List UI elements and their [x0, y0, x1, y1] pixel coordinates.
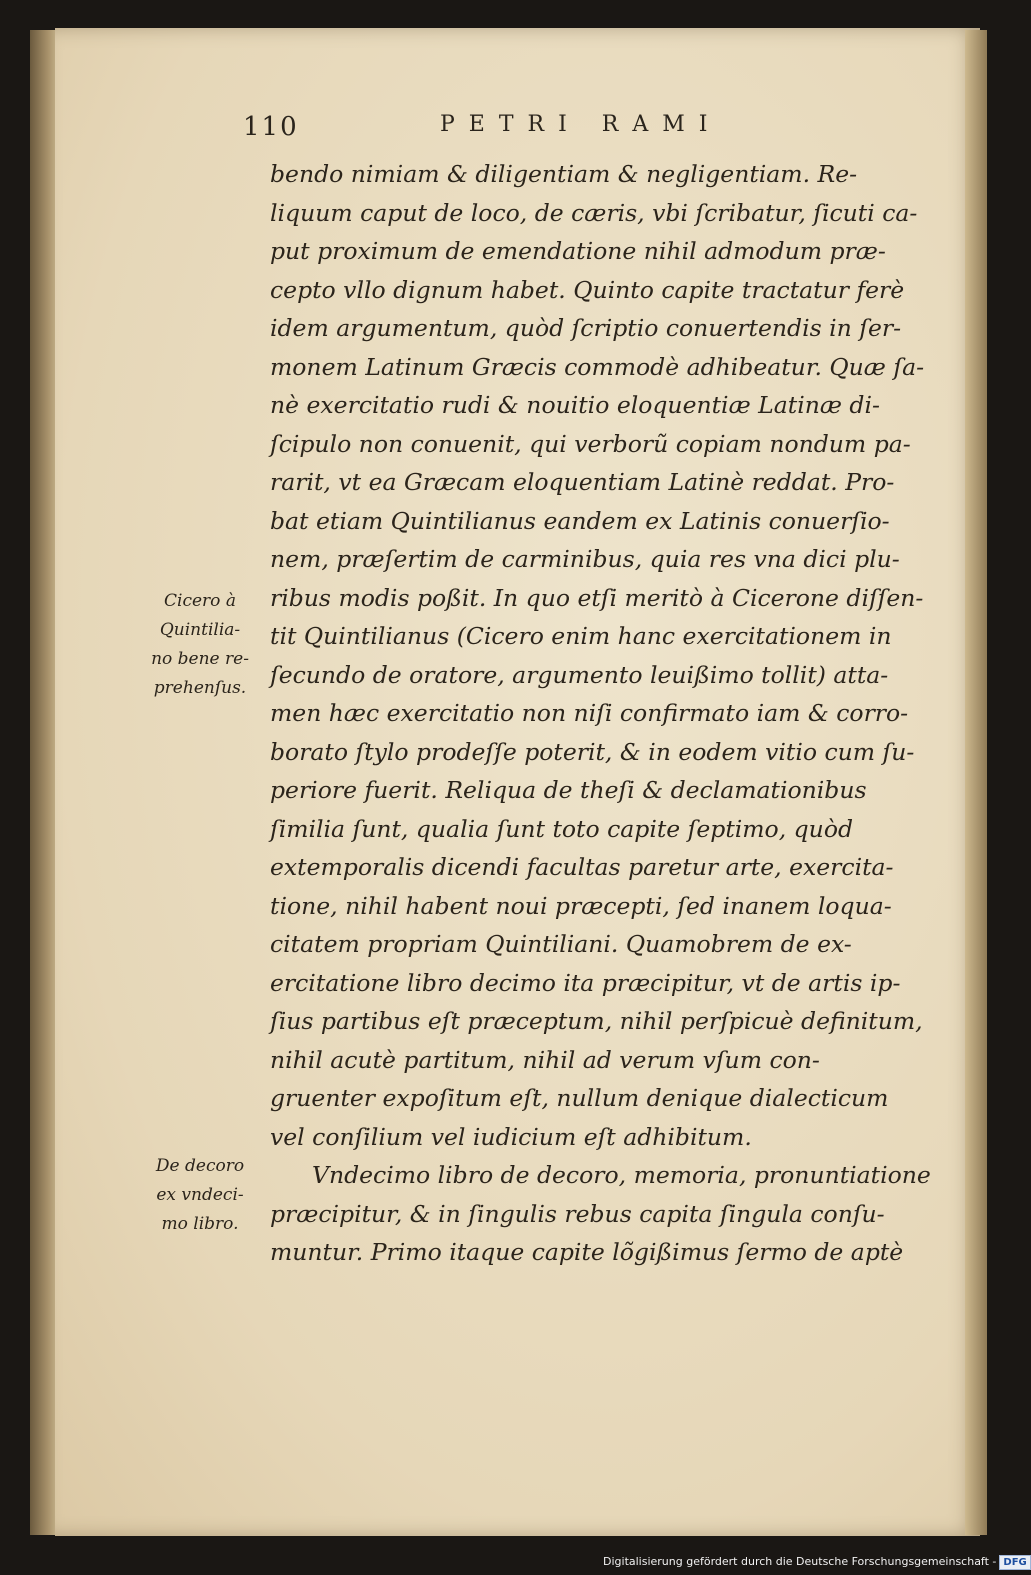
text-line: liquum caput de loco, de cæris, vbi ſcribatur, ſicuti ca-: [270, 198, 918, 227]
text-line: nè exercitatio rudi & nouitio eloquentiæ Latinæ di-: [270, 391, 880, 419]
text-line: monem Latinum Græcis commodè adhibeatur. Quæ ſa-: [270, 352, 925, 381]
text-line: ſecundo de oratore, argumento leuißimo tollit) atta-: [270, 660, 889, 689]
text-line: vel conſilium vel iudicium eſt adhibitum.: [270, 1122, 752, 1151]
margin-note-line: prehenſus.: [153, 678, 247, 698]
margin-note-line: De decoro: [155, 1156, 245, 1176]
text-line: tione, nihil habent noui præcepti, ſed inanem loqua-: [270, 891, 892, 920]
text-line: præcipitur, & in ſingulis rebus capita ſingula conſu-: [270, 1199, 885, 1228]
paragraph-start-line: Vndecimo libro de decoro, memoria, pronuntiatione: [312, 1161, 931, 1189]
funding-text: Digitalisierung gefördert durch die Deutsche Forschungsgemeinschaft -: [603, 1555, 997, 1568]
text-line: extemporalis dicendi facultas paretur arte, exercita-: [270, 853, 894, 881]
text-line: gruenter expoſitum eſt, nullum denique dialecticum: [270, 1084, 889, 1112]
margin-note-line: ex vndeci-: [156, 1185, 244, 1205]
text-line: ſimilia ſunt, qualia ſunt toto capite ſeptimo, quòd: [270, 814, 854, 843]
dfg-logo: DFG: [999, 1555, 1030, 1570]
page-number: 110: [243, 112, 299, 142]
book-edge-right: [965, 30, 987, 1535]
main-text-block: [270, 155, 931, 1272]
margin-note-cicero: [145, 587, 255, 703]
text-line: periore fuerit. Reliqua de theſi & declamationibus: [270, 776, 867, 804]
text-line: citatem propriam Quintiliani. Quamobrem de ex-: [270, 930, 852, 958]
margin-note-line: Quintilia-: [159, 620, 241, 640]
text-line: nem, præſertim de carminibus, quia res vna dici plu-: [270, 545, 900, 573]
margin-note-line: mo libro.: [161, 1214, 239, 1234]
running-title: PETRI RAMI: [440, 112, 722, 137]
text-line: tit Quintilianus (Cicero enim hanc exercitationem in: [270, 622, 892, 650]
text-line: men hæc exercitatio non niſi confirmato iam & corro-: [270, 699, 909, 727]
text-line: muntur. Primo itaque capite lõgißimus ſermo de aptè: [270, 1238, 904, 1266]
text-line: bat etiam Quintilianus eandem ex Latinis conuerſio-: [270, 506, 890, 535]
text-line: ribus modis poßit. In quo etſi meritò à Cicerone diſſen-: [270, 583, 924, 612]
text-line: bendo nimiam & diligentiam & negligentiam. Re-: [270, 160, 858, 188]
funding-footer: [603, 1553, 1027, 1571]
text-line: cepto vllo dignum habet. Quinto capite tractatur ferè: [270, 275, 905, 304]
text-line: put proximum de emendatione nihil admodum præ-: [270, 237, 886, 265]
text-line: rarit, vt ea Græcam eloquentiam Latinè reddat. Pro-: [270, 468, 895, 496]
text-line: ercitatione libro decimo ita præcipitur, vt de artis ip-: [270, 968, 901, 997]
text-line: borato ſtylo prodeſſe poterit, & in eodem vitio cum ſu-: [270, 737, 915, 766]
text-line: idem argumentum, quòd ſcriptio conuertendis in ſer-: [270, 314, 902, 342]
text-line: ſius partibus eſt præceptum, nihil perſpicuè definitum,: [270, 1007, 923, 1035]
margin-note-decoro: [145, 1152, 255, 1239]
text-line: nihil acutè partitum, nihil ad verum vſum con-: [270, 1045, 820, 1074]
text-line: ſcipulo non conuenit, qui verborũ copiam nondum pa-: [270, 429, 911, 458]
margin-note-line: Cicero à: [164, 591, 236, 611]
margin-note-line: no bene re-: [151, 649, 249, 669]
